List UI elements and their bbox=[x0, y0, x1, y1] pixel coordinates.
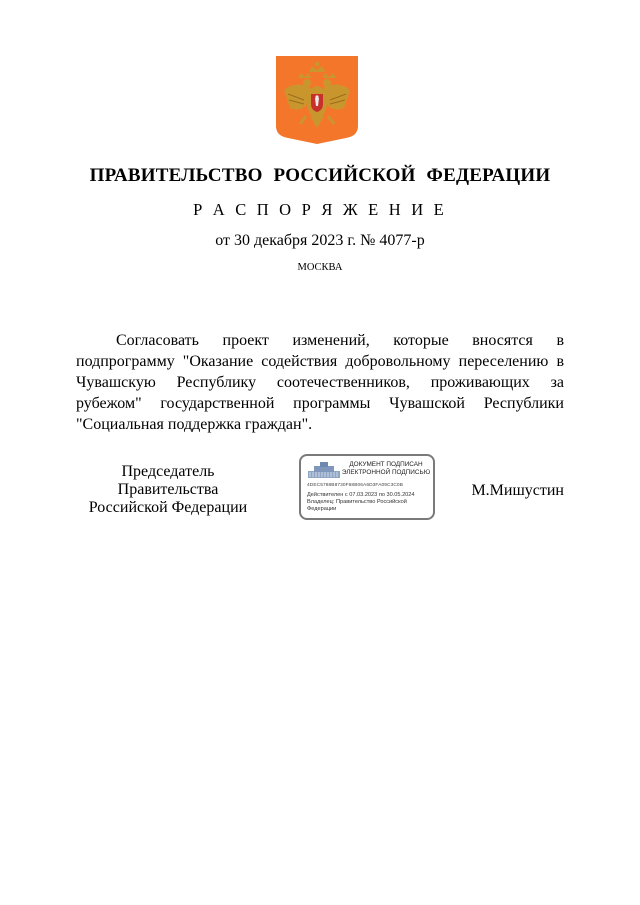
signer-name: М.Мишустин bbox=[471, 482, 564, 499]
electronic-signature-stamp bbox=[299, 454, 435, 520]
document-type: Р А С П О Р Я Ж Е Н И Е bbox=[193, 200, 447, 219]
certificate-owner: Владелец: Правительство Российской Федерации bbox=[307, 499, 407, 512]
city-label: МОСКВА bbox=[297, 262, 343, 273]
stamp-header-line1: ДОКУМЕНТ ПОДПИСАН bbox=[349, 461, 423, 468]
stamp-header-line2: ЭЛЕКТРОННОЙ ПОДПИСЬЮ bbox=[341, 469, 431, 476]
order-body-text: Согласовать проект изменений, которые вносятся в подпрограмму "Оказание содействия добровольному переселению в Чувашскую Республику соотечественников, проживающих за рубежом" государственной программы Чувашской Республики "Социальная поддержка граждан". bbox=[76, 332, 564, 433]
signer-position-line1: Председатель Правительства bbox=[117, 463, 219, 498]
stamp-header bbox=[339, 461, 433, 477]
coat-of-arms-emblem bbox=[276, 56, 358, 144]
signer-position-line2: Российской Федерации bbox=[88, 499, 248, 516]
certificate-number: 4DEC5788B8730F68B06A6D3FA09C3C0B bbox=[307, 483, 404, 488]
date-number-line: от 30 декабря 2023 г. № 4077-р bbox=[215, 232, 425, 249]
signer-position bbox=[70, 463, 266, 517]
issuer-title: ПРАВИТЕЛЬСТВО РОССИЙСКОЙ ФЕДЕРАЦИИ bbox=[89, 165, 551, 186]
government-building-icon bbox=[307, 461, 341, 479]
certificate-validity: Действителен с 07.03.2023 по 30.05.2024 bbox=[307, 492, 415, 498]
